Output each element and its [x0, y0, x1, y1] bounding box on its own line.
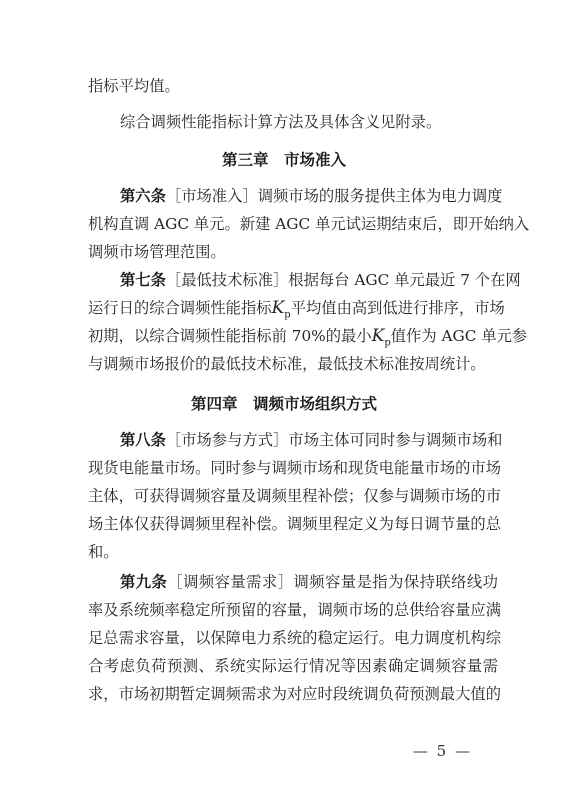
- article-9-line: 第九条［调频容量需求］调频容量是指为保持联络线功: [120, 573, 498, 591]
- article-heading: 第七条: [120, 271, 166, 289]
- article-heading: 第八条: [120, 431, 166, 449]
- chapter-title: 第三章 市场准入: [221, 151, 346, 169]
- article-heading: 第九条: [120, 573, 168, 591]
- article-7-line: 与调频市场报价的最低技术标准，最低技术标准按周统计。: [88, 355, 486, 373]
- kp-symbol: $K_p$: [271, 298, 291, 321]
- kp-symbol: $K_p$: [371, 326, 391, 349]
- paragraph-line: 综合调频性能指标计算方法及具体含义见附录。: [120, 113, 442, 131]
- article-heading: 第六条: [120, 187, 166, 205]
- article-8-line: 第八条［市场参与方式］市场主体可同时参与调频市场和: [120, 431, 503, 449]
- page-number: — 5 —: [412, 742, 472, 760]
- article-9-line: 求，市场初期暂定调频需求为对应时段统调负荷预测最大值的: [88, 685, 502, 703]
- article-7-line: 初期，以综合调频性能指标前 70%的最小$K_p$值作为 AGC 单元参: [88, 326, 528, 349]
- article-8-line: 主体，可获得调频容量及调频里程补偿；仅参与调频市场的市: [88, 487, 502, 505]
- article-8-line: 场主体仅获得调频里程补偿。调频里程定义为每日调节量的总: [88, 515, 502, 533]
- article-8-line: 现货电能量市场。同时参与调频市场和现货电能量市场的市场: [88, 459, 502, 477]
- article-7-line: 第七条［最低技术标准］根据每台 AGC 单元最近 7 个在网: [120, 271, 521, 289]
- article-9-line: 合考虑负荷预测、系统实际运行情况等因素确定调频容量需: [88, 657, 498, 675]
- article-7-line: 运行日的综合调频性能指标$K_p$平均值由高到低进行排序，市场: [88, 298, 505, 321]
- article-9-line: 足总需求容量，以保障电力系统的稳定运行。电力调度机构综: [88, 629, 502, 647]
- article-6-line: 机构直调 AGC 单元。新建 AGC 单元试运期结束后，即开始纳入: [88, 215, 530, 233]
- article-6-line: 调频市场管理范围。: [88, 243, 226, 261]
- chapter-title: 第四章 调频市场组织方式: [190, 395, 377, 413]
- article-8-line: 和。: [88, 543, 119, 561]
- article-9-line: 率及系统频率稳定所预留的容量，调频市场的总供给容量应满: [88, 601, 502, 619]
- paragraph-line: 指标平均值。: [88, 77, 180, 95]
- article-6-line: 第六条［市场准入］调频市场的服务提供主体为电力调度: [120, 187, 503, 205]
